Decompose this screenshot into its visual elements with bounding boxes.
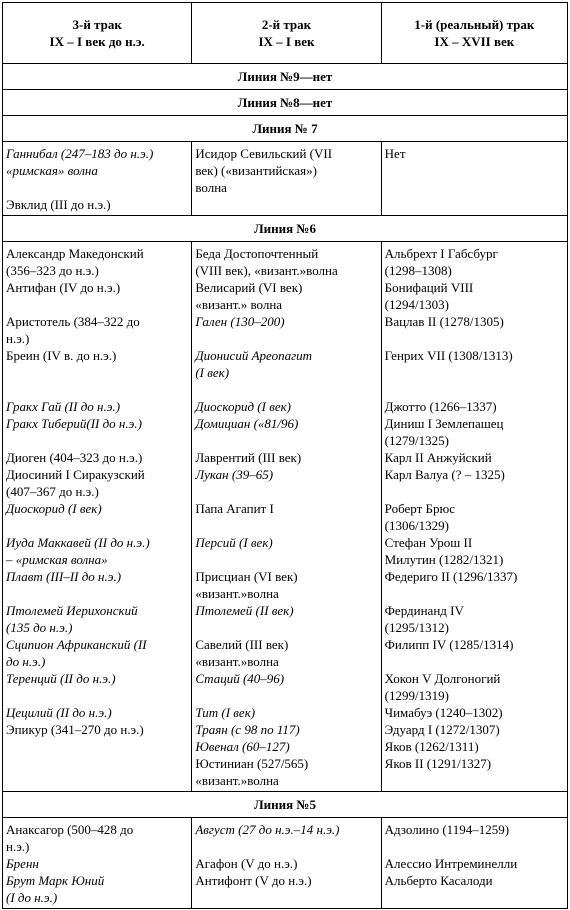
cell-line: «римская» волна (6, 163, 98, 178)
header-col2-line2: IX – I век (258, 34, 315, 49)
cell-line: Присциан (VI век) (195, 569, 298, 584)
cell-line: Агафон (V до н.э.) (195, 856, 298, 871)
cell-line: Лаврентий (III век) (195, 450, 302, 465)
cell-line: Папа Агапит I (195, 501, 274, 516)
cell-line: Алессио Интреминелли (384, 856, 518, 871)
cell-line (382, 838, 567, 855)
section-header-row (3, 792, 568, 818)
cell-line: – «римская волна» (6, 552, 108, 567)
cell-line: Велисарий (VI век) (195, 280, 303, 295)
cell-line: до н.э.) (6, 654, 46, 669)
cell-line: Эвклид (III до н.э.) (6, 197, 111, 212)
cell-line: Птолемей Иерихонский (6, 603, 138, 618)
cell-line: Домициан («81/96) (195, 416, 299, 431)
cell-line: Хокон V Долгоногий (384, 671, 501, 686)
cell-line: Тит (I век) (195, 705, 256, 720)
cell-line (3, 738, 191, 755)
table-cell-col2 (192, 242, 381, 792)
cell-line (3, 755, 191, 772)
cell-line: Иуда Маккавей (II до н.э.) (6, 535, 150, 550)
cell-line: Федериго II (1296/1337) (384, 569, 518, 584)
section-title: Линия №8—нет (3, 90, 568, 116)
cell-line: Диосиний I Сиракузский (6, 467, 145, 482)
table-header-row (3, 3, 568, 64)
cell-line: Бонифаций VIII (384, 280, 474, 295)
cell-line: Карл Валуа (? – 1325) (384, 467, 505, 482)
cell-line (382, 889, 567, 906)
header-col2 (192, 3, 381, 64)
cell-line: Диоскорид (I век) (195, 399, 292, 414)
cell-line: Гракх Гай (II до н.э.) (6, 399, 121, 414)
cell-line: Джотто (1266–1337) (384, 399, 497, 414)
cell-line: Траян (с 98 по 117) (195, 722, 300, 737)
table-cell-col3 (381, 818, 567, 909)
header-col3-line2: IX – XVII век (434, 34, 515, 49)
cell-line: Эдуард I (1272/1307) (384, 722, 500, 737)
cell-line: Вацлав II (1278/1305) (384, 314, 504, 329)
section-header-row (3, 216, 568, 242)
table-row (3, 242, 568, 792)
cell-line (382, 653, 567, 670)
header-col1-line1: 3-й трак (72, 17, 122, 32)
cell-line: (356–323 до н.э.) (6, 263, 99, 278)
cell-line (3, 585, 191, 602)
cell-line (3, 432, 191, 449)
cell-line: Брут Марк Юний (6, 873, 105, 888)
cell-line: Антифан (IV до н.э.) (6, 280, 121, 295)
cell-line: Яков (1262/1311) (384, 739, 479, 754)
cell-line: Альбрехт I Габсбург (384, 246, 498, 261)
cell-line: Исидор Севильский (VII (195, 146, 333, 161)
cell-line: Диниш I Землепашец (384, 416, 504, 431)
table-cell-col3 (381, 142, 567, 216)
cell-line: Бренн (6, 856, 39, 871)
cell-line (192, 483, 380, 500)
header-col2-line1: 2-й трак (261, 17, 312, 32)
cell-line: Роберт Брюс (384, 501, 455, 516)
cell-line: Карл II Анжуйский (384, 450, 492, 465)
cell-line: Диоскорид (I век) (6, 501, 102, 516)
cell-line (192, 330, 380, 347)
cell-line (3, 517, 191, 534)
header-col1-line2: IX – I век до н.э. (49, 34, 145, 49)
section-title: Линия №9—нет (3, 64, 568, 90)
cell-line: Савелий (III век) (195, 637, 289, 652)
cell-line: Ганнибал (247–183 до н.э.) (6, 146, 154, 161)
cell-line (3, 687, 191, 704)
cell-line (382, 330, 567, 347)
table-body (3, 64, 568, 909)
cell-line: (1298–1308) (384, 263, 452, 278)
history-table (2, 2, 568, 909)
cell-line: (VIII век), «визант.»волна (195, 263, 338, 278)
cell-line (382, 772, 567, 789)
cell-line: Фердинанд IV (384, 603, 464, 618)
cell-line: Эпикур (341–270 до н.э.) (6, 722, 144, 737)
cell-line: Гален (130–200) (195, 314, 285, 329)
header-col3-line1: 1-й (реальный) трак (414, 17, 535, 32)
header-col1 (3, 3, 192, 64)
cell-line: Юстиниан (527/565) (195, 756, 309, 771)
cell-line: н.э.) (6, 331, 30, 346)
cell-line: (1295/1312) (384, 620, 449, 635)
section-title: Линия № 7 (3, 116, 568, 142)
table-row (3, 142, 568, 216)
cell-line: (I до н.э.) (6, 890, 58, 905)
cell-line (3, 296, 191, 313)
cell-line: Александр Македонский (6, 246, 144, 261)
cell-line: Птолемей (II век) (195, 603, 294, 618)
section-title: Линия №6 (3, 216, 568, 242)
cell-line (382, 483, 567, 500)
cell-line: Генрих VII (1308/1313) (384, 348, 513, 363)
cell-line: Август (27 до н.э.–14 н.э.) (195, 822, 340, 837)
cell-line: Диоген (404–323 до н.э.) (6, 450, 143, 465)
cell-line: Беда Достопочтенный (195, 246, 319, 261)
table-cell-col1 (3, 142, 192, 216)
cell-line (192, 432, 380, 449)
cell-line: Лукан (39–65) (195, 467, 274, 482)
section-header-row (3, 116, 568, 142)
cell-line: Милутин (1282/1321) (384, 552, 504, 567)
cell-line: «визант.»волна (195, 654, 279, 669)
cell-line: н.э.) (6, 839, 30, 854)
cell-line: Плавт (III–II до н.э.) (6, 569, 122, 584)
table-row (3, 818, 568, 909)
cell-line (382, 381, 567, 398)
cell-line: Альберто Касалоди (384, 873, 493, 888)
cell-line: (407–367 до н.э.) (6, 484, 99, 499)
cell-line: Стаций (40–96) (195, 671, 285, 686)
cell-line (192, 889, 380, 906)
cell-line: Адзолино (1194–1259) (384, 822, 510, 837)
cell-line: Чимабуэ (1240–1302) (384, 705, 503, 720)
section-header-row (3, 90, 568, 116)
cell-line: Гракх Тиберий(II до н.э.) (6, 416, 142, 431)
cell-line: Яков II (1291/1327) (384, 756, 492, 771)
cell-line: Сципион Африканский (II (6, 637, 147, 652)
cell-line: «визант.» волна (195, 297, 283, 312)
cell-line: (I век) (195, 365, 230, 380)
cell-line (192, 551, 380, 568)
cell-line: Аристотель (384–322 до (6, 314, 140, 329)
cell-line: «визант.»волна (195, 773, 279, 788)
table-cell-col3 (381, 242, 567, 792)
cell-line: Дионисий Ареопагит (195, 348, 313, 363)
cell-line (382, 585, 567, 602)
cell-line (192, 381, 380, 398)
cell-line: (135 до н.э.) (6, 620, 73, 635)
table-cell-col1 (3, 818, 192, 909)
cell-line (192, 619, 380, 636)
cell-line (192, 517, 380, 534)
cell-line: (1299/1319) (384, 688, 449, 703)
cell-line (192, 838, 380, 855)
section-header-row (3, 64, 568, 90)
section-title: Линия №5 (3, 792, 568, 818)
cell-line: (1294/1303) (384, 297, 449, 312)
cell-line: Филипп IV (1285/1314) (384, 637, 514, 652)
cell-line (3, 381, 191, 398)
cell-line: Ювенал (60–127) (195, 739, 290, 754)
cell-line: Антифонт (V до н.э.) (195, 873, 312, 888)
cell-line: «визант.»волна (195, 586, 279, 601)
table-cell-col2 (192, 818, 381, 909)
cell-line (3, 772, 191, 789)
cell-line: Бреин (IV в. до н.э.) (6, 348, 117, 363)
header-col3 (381, 3, 567, 64)
cell-line: Нет (384, 146, 406, 161)
cell-line (3, 364, 191, 381)
cell-line (3, 179, 191, 196)
table-cell-col2 (192, 142, 381, 216)
cell-line: (1306/1329) (384, 518, 449, 533)
cell-line: (1279/1325) (384, 433, 449, 448)
cell-line: Анаксагор (500–428 до (6, 822, 134, 837)
cell-line: Цецилий (II до н.э.) (6, 705, 112, 720)
cell-line: век) («византийская») (195, 163, 317, 178)
table-cell-col1 (3, 242, 192, 792)
cell-line: Персий (I век) (195, 535, 273, 550)
cell-line: Теренций (II до н.э.) (6, 671, 116, 686)
cell-line (192, 687, 380, 704)
cell-line: Стефан Урош II (384, 535, 473, 550)
cell-line (382, 364, 567, 381)
cell-line: волна (195, 180, 227, 195)
